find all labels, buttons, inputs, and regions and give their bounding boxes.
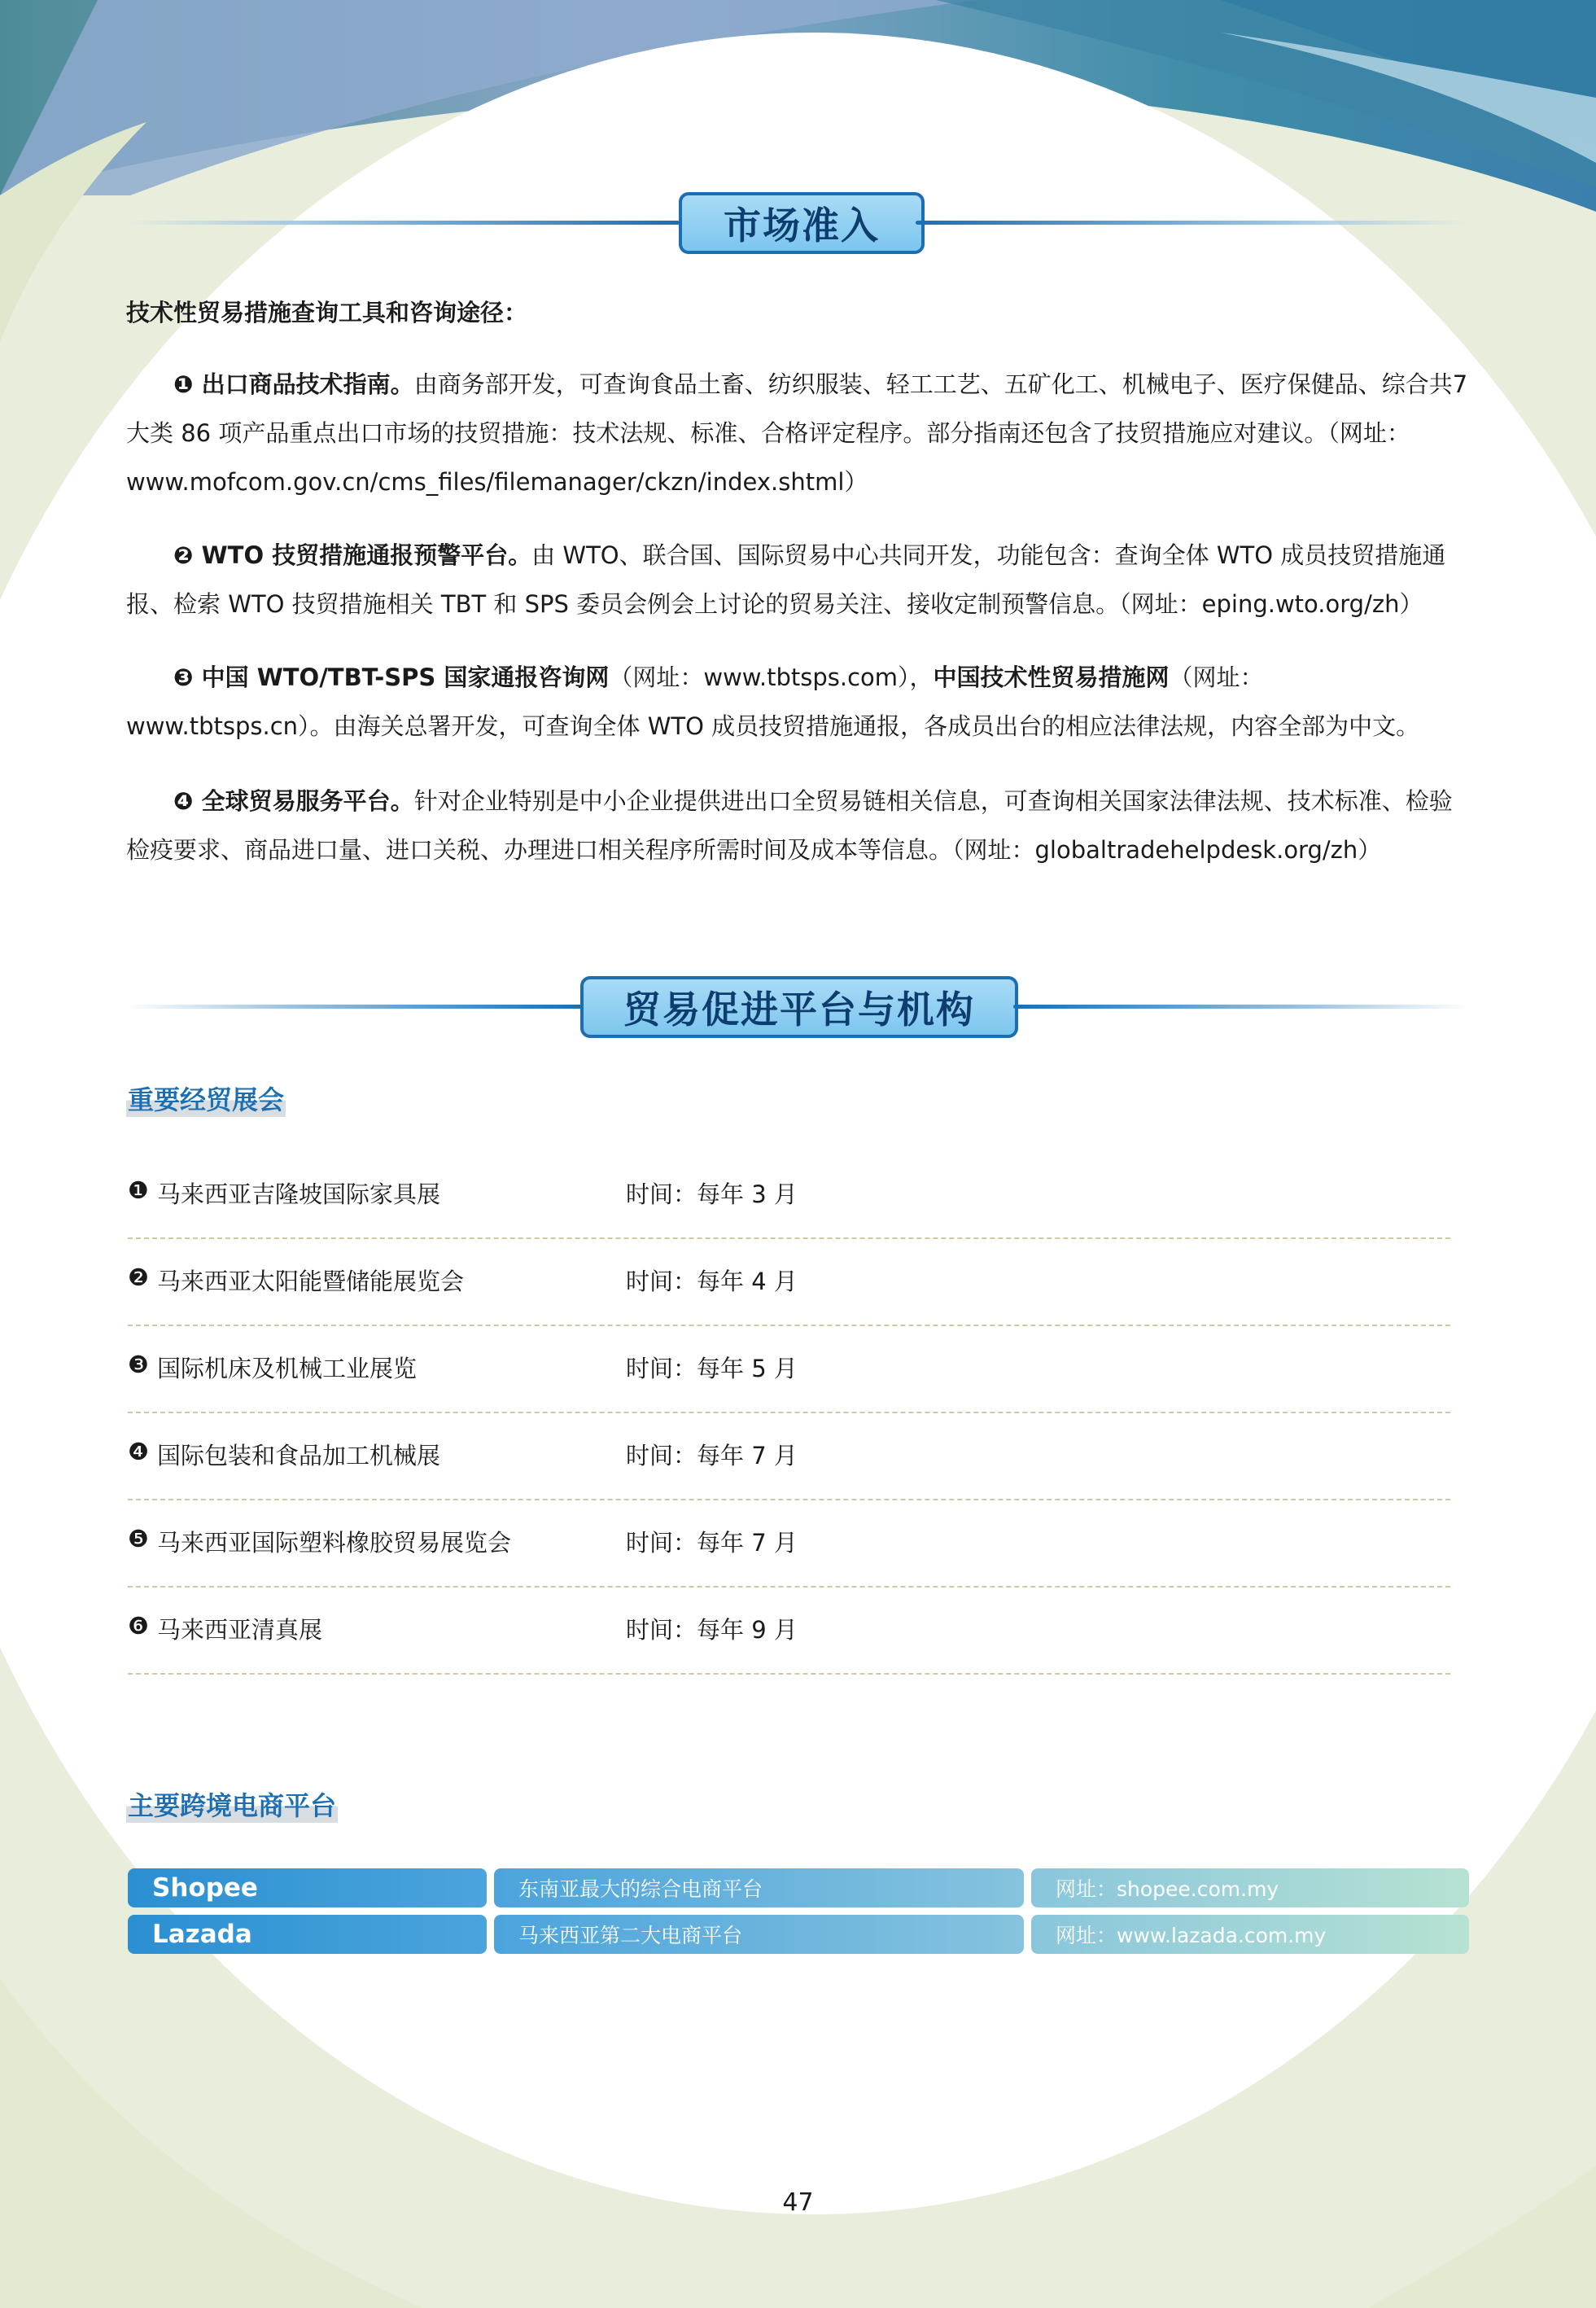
fair-number: ❺ — [128, 1525, 149, 1553]
item-2-bullet: ❷ — [173, 541, 194, 569]
fair-name: 马来西亚清真展 — [157, 1616, 323, 1644]
item-3-text-a: （网址：www.tbtsps.com）， — [609, 663, 934, 691]
platform-description: 东南亚最大的综合电商平台 — [494, 1868, 1024, 1907]
fair-number: ❹ — [128, 1438, 149, 1465]
item-4-bullet: ❹ — [173, 787, 194, 815]
table-row — [128, 1915, 1469, 1955]
paragraph-item-1 — [126, 360, 1469, 506]
fair-name: 国际机床及机械工业展览 — [157, 1355, 418, 1382]
platform-description: 马来西亚第二大电商平台 — [494, 1915, 1024, 1954]
market-access-banner — [126, 192, 1469, 252]
list-item — [128, 1326, 1450, 1413]
item-2-text: 由 WTO、联合国、国际贸易中心共同开发，功能包含：查询全体 WTO 成员技贸措施通报、检索 WTO 技贸措施相关 TBT 和 SPS 委员会例会上讨论的贸易关注、接收定制预警信息。（网址：eping.wto.org/zh） — [126, 541, 1446, 618]
fair-time: 时间：每年 7 月 — [626, 1442, 798, 1469]
platform-name: Lazada — [128, 1915, 487, 1954]
ecommerce-heading: 主要跨境电商平台 — [126, 1785, 338, 1823]
fair-time: 时间：每年 7 月 — [626, 1529, 798, 1557]
fair-name: 马来西亚吉隆坡国际家具展 — [157, 1180, 441, 1208]
list-item — [128, 1500, 1450, 1588]
fair-name: 马来西亚国际塑料橡胶贸易展览会 — [157, 1529, 512, 1557]
item-3-title-b: 中国技术性贸易措施网 — [933, 663, 1170, 691]
item-3-bullet: ❸ — [173, 663, 194, 691]
paragraph-item-3 — [126, 653, 1469, 751]
paragraph-item-4 — [126, 777, 1469, 874]
item-3-text-b: （网址：www.tbtsps.cn）。由海关总署开发，可查询全体 WTO 成员技贸措施通报，各成员出台的相应法律法规，内容全部为中文。 — [126, 663, 1420, 740]
item-4-title: 全球贸易服务平台。 — [201, 787, 414, 815]
item-1-bullet: ❶ — [173, 370, 194, 398]
trade-promotion-banner — [126, 976, 1469, 1036]
list-item — [128, 1239, 1450, 1326]
table-row — [128, 1868, 1469, 1909]
fair-number: ❻ — [128, 1612, 149, 1640]
item-3-title-a: 中国 WTO/TBT-SPS 国家通报咨询网 — [201, 663, 610, 691]
list-item — [128, 1588, 1450, 1675]
banner-line-left — [126, 221, 680, 225]
fair-name: 马来西亚太阳能暨储能展览会 — [157, 1268, 465, 1295]
item-2-title: WTO 技贸措施通报预警平台。 — [201, 541, 532, 569]
intro-heading: 技术性贸易措施查询工具和咨询途径： — [126, 299, 528, 326]
ecommerce-table — [128, 1868, 1469, 1961]
market-access-title: 市场准入 — [679, 192, 925, 254]
list-item — [128, 1152, 1450, 1239]
fair-name: 国际包装和食品加工机械展 — [157, 1442, 441, 1469]
banner-line-right — [1013, 1005, 1469, 1009]
fair-number: ❷ — [128, 1263, 149, 1291]
paragraph-item-2 — [126, 531, 1469, 628]
fair-time: 时间：每年 4 月 — [626, 1268, 798, 1295]
banner-line-left — [126, 1005, 582, 1009]
fairs-heading: 重要经贸展会 — [126, 1080, 286, 1117]
fair-time: 时间：每年 5 月 — [626, 1355, 798, 1382]
banner-line-right — [916, 221, 1469, 225]
fair-time: 时间：每年 9 月 — [626, 1616, 798, 1644]
platform-url: 网址：shopee.com.my — [1031, 1868, 1469, 1907]
item-1-title: 出口商品技术指南。 — [201, 370, 414, 398]
fairs-list — [128, 1152, 1450, 1675]
platform-name: Shopee — [128, 1868, 487, 1907]
fair-number: ❶ — [128, 1176, 149, 1204]
fair-time: 时间：每年 3 月 — [626, 1180, 798, 1208]
item-4-text: 针对企业特别是中小企业提供进出口全贸易链相关信息，可查询相关国家法律法规、技术标准、检验检疫要求、商品进口量、进口关税、办理进口相关程序所需时间及成本等信息。（网址：globaltradehelpdesk.org/zh） — [126, 787, 1453, 864]
fair-number: ❸ — [128, 1351, 149, 1378]
platform-url: 网址：www.lazada.com.my — [1031, 1915, 1469, 1954]
trade-promotion-title: 贸易促进平台与机构 — [580, 976, 1018, 1038]
list-item — [128, 1413, 1450, 1500]
page-number: 47 — [782, 2188, 814, 2217]
item-1-text: 由商务部开发，可查询食品土畜、纺织服装、轻工工艺、五矿化工、机械电子、医疗保健品、综合共7 大类 86 项产品重点出口市场的技贸措施：技术法规、标准、合格评定程序。部分指南还包含了技贸措施应对建议。（网址：www.mofcom.gov.cn/cms_files/filemanager/ckzn/index.shtml） — [126, 370, 1468, 496]
